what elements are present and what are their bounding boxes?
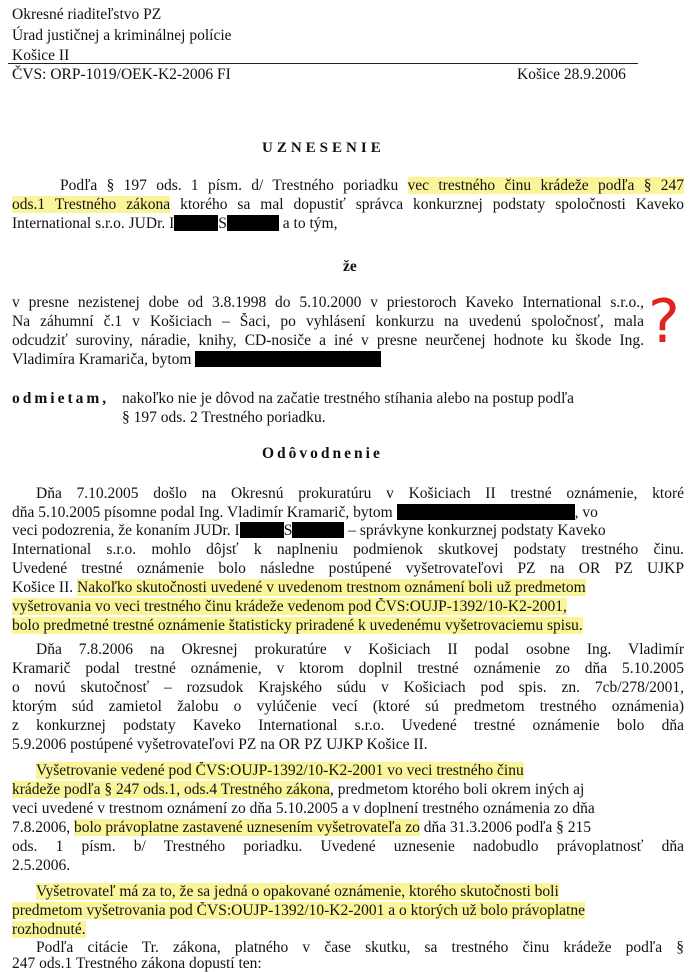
intro-line-2: ods.1 Trestného zákona ktorého sa mal dopustiť správca konkurznej podstaty spoločnosti Kaveko	[12, 196, 684, 213]
p2-line-4: ktorým súd zamietol žalobu o vylúčenie vecí (ktoré sú predmetom trestného oznámenia)	[12, 698, 684, 715]
highlight: Vyšetrovanie vedené pod ČVS:OUJP-1392/10-K2-2001 vo veci trestného činu	[36, 762, 524, 779]
p3-line-3: veci uvedené v trestnom oznámení zo dňa 5.10.2005 a v doplnení trestného oznámenia zo dňa	[12, 800, 595, 817]
reference-number: ČVS: ORP-1019/OEK-K2-2006 FI	[12, 66, 231, 83]
decision-line-1: nakoľko nie je dôvod na začatie trestného stíhania alebo na postup podľa	[122, 390, 575, 407]
highlight: Vyšetrovateľ má za to, že sa jedná o opakované oznámenie, ktorého skutočnosti boli	[36, 883, 559, 900]
p2-line-2: Kramarič podal trestné oznámenie, v ktorom doplnil trestné oznámenie zo dňa 5.10.2005	[12, 660, 684, 677]
highlight: vyšetrovania vo veci trestného činu krádeže vedenom pod ČVS:OUJP-1392/10-K2-2001,	[12, 598, 567, 615]
p2-line-3: o novú skutočnosť – rozsudok Krajského súdu v Košiciach pod spis. zn. 7cb/278/2001,	[12, 679, 684, 696]
p3-line-5: ods. 1 písm. b/ Trestného poriadku. Uvedené uznesenie nadobudlo právoplatnosť dňa	[12, 838, 684, 855]
reasoning-title: Odôvodnenie	[262, 445, 383, 462]
p1-line-8	[12, 617, 684, 634]
place-date: Košice 28.9.2006	[517, 66, 626, 83]
p2-line-6: 5.9.2006 postúpené vyšetrovateľovi PZ na OR PZ UJKP Košice II.	[12, 736, 428, 753]
p4-line-3	[12, 921, 684, 938]
intro-line-1: Podľa § 197 ods. 1 písm. d/ Trestného poriadku vec trestného činu krádeže podľa § 247	[60, 177, 684, 194]
org-line-1: Okresné riaditeľstvo PZ	[12, 6, 162, 23]
redaction-box	[174, 215, 218, 231]
intro-line-3: International s.r.o. JUDr. I S a to tým,	[12, 215, 338, 232]
p3-line-1	[36, 762, 684, 779]
redaction-box	[195, 351, 381, 367]
ze-heading: že	[343, 258, 357, 275]
highlight: vec trestného činu krádeže podľa § 247	[407, 177, 684, 194]
highlight: bolo predmetné trestné oznámenie štatisticky priradené k uvedenému vyšetrovaciemu spisu.	[12, 617, 583, 634]
facts-line-1: v presne nezistenej dobe od 3.8.1998 do 5.10.2000 v priestoroch Kaveko International s.r.o.,	[12, 294, 644, 311]
highlight: rozhodnuté.	[12, 921, 86, 938]
highlight: Nakoľko skutočnosti uvedené v uvedenom trestnom oznámení boli už predmetom	[77, 579, 586, 596]
redaction-box	[292, 522, 344, 538]
redaction-box	[240, 522, 284, 538]
facts-line-4: Vladimíra Kramariča, bytom	[12, 351, 644, 368]
p3-line-2: krádeže podľa § 247 ods.1, ods.4 Trestného zákona, predmetom ktorého boli okrem iných aj	[12, 781, 585, 798]
facts-line-3: odcudziť suroviny, náradie, knihy, CD-nosiče a iné v presne neurčenej hodnote ku škode Ing.	[12, 332, 644, 349]
redaction-box	[227, 215, 279, 231]
p4-line-2	[12, 902, 684, 919]
org-line-3: Košice II	[12, 47, 70, 64]
p5-line-2: 247 ods.1 Trestného zákona dopustí ten:	[12, 955, 262, 972]
p1-line-3: veci podozrenia, že konaním JUDr. I S – správkyne konkurznej podstaty Kaveko	[12, 522, 606, 539]
decision-line-2: § 197 ods. 2 Trestného poriadku.	[122, 409, 326, 426]
facts-line-2: Na záhumní č.1 v Košiciach – Šaci, po vyhlásení konkurzu na uvedenú spoločnosť, mala	[12, 313, 644, 330]
p1-line-2: dňa 5.10.2005 písomne podal Ing. Vladimír Kramarič, bytom , vo	[12, 504, 598, 521]
p4-line-1	[36, 883, 684, 900]
p1-line-5: Uvedené trestné oznámenie bolo následne postúpené vyšetrovateľovi PZ na OR PZ UJKP	[12, 560, 684, 577]
highlight: bolo právoplatne zastavené uznesením vyšetrovateľa zo	[74, 819, 420, 836]
org-line-2: Úrad justičnej a kriminálnej polície	[12, 27, 232, 44]
highlight: ods.1 Trestného zákona	[12, 196, 171, 213]
p2-line-5: z konkurznej podstaty Kaveko International s.r.o. Uvedené trestné oznámenie bolo dňa	[12, 717, 684, 734]
highlight: krádeže podľa § 247 ods.1, ods.4 Trestného zákona	[12, 781, 330, 798]
p1-line-6: Košice II. Nakoľko skutočnosti uvedené v uvedenom trestnom oznámení boli už predmetom	[12, 579, 586, 596]
p1-line-7	[12, 598, 684, 615]
p3-line-4: 7.8.2006, bolo právoplatne zastavené uznesením vyšetrovateľa zo dňa 31.3.2006 podľa § 215	[12, 819, 592, 836]
p1-line-4: International s.r.o. mohlo dôjsť k naplneniu podmienok skutkovej podstaty trestného činu.	[12, 541, 684, 558]
p2-line-1: Dňa 7.8.2006 na Okresnej prokuratúre v Košiciach II podal osobne Ing. Vladimír	[36, 641, 684, 658]
p1-line-1: Dňa 7.10.2005 došlo na Okresnú prokuratúru v Košiciach II trestné oznámenie, ktoré	[36, 485, 684, 502]
p3-line-6: 2.5.2006.	[12, 857, 71, 874]
document-title: UZNESENIE	[262, 140, 385, 156]
redaction-box	[397, 504, 575, 520]
highlight: predmetom vyšetrovania pod ČVS:OUJP-1392/10-K2-2001 a o ktorých už bolo právoplatne	[12, 902, 585, 919]
decision-word: odmietam,	[12, 390, 110, 407]
header-rule	[8, 63, 638, 64]
red-question-mark: ?	[648, 287, 680, 357]
p5-line-1: Podľa citácie Tr. zákona, platného v čase skutku, sa trestného činu krádeže podľa §	[36, 939, 684, 956]
